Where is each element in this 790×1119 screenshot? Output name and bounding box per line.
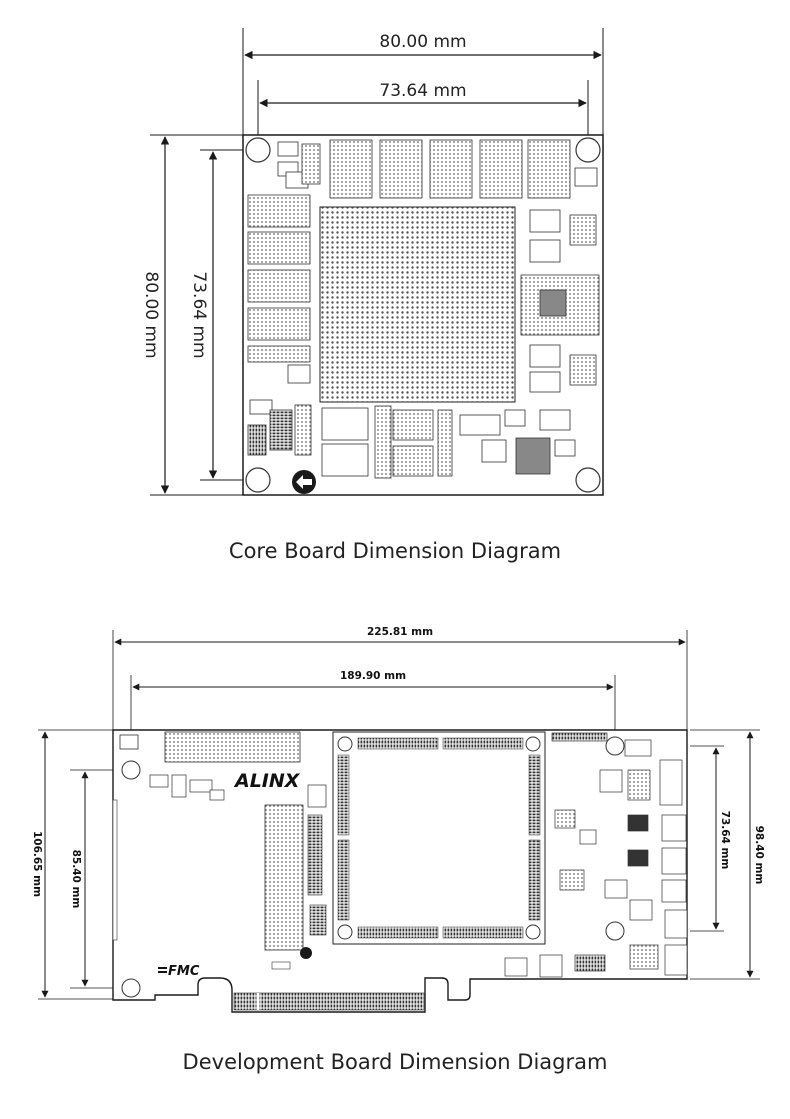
core-dim-height-outer: 80.00 mm (141, 271, 161, 359)
dev-core-socket (333, 732, 545, 944)
core-dim-height-inner: 73.64 mm (189, 271, 209, 359)
dev-mount-hole (122, 761, 140, 779)
dev-dim-width-outer: 225.81 mm (366, 626, 434, 638)
dev-mount-hole (122, 979, 140, 997)
dev-board-diagram (31, 626, 765, 1012)
dev-pcie-fingers (234, 993, 424, 1010)
core-board-caption: Core Board Dimension Diagram (228, 539, 562, 563)
dev-board-caption: Development Board Dimension Diagram (182, 1050, 608, 1074)
core-memory-chips (248, 195, 310, 362)
core-mount-hole (576, 138, 600, 162)
dev-dim-left-outer: 106.65 mm (31, 830, 43, 898)
core-board-diagram (141, 28, 603, 495)
core-fpga-bga (320, 207, 515, 402)
dev-dim-left-inner: 85.40 mm (70, 849, 82, 909)
dev-dim-right-outer: 98.40 mm (753, 825, 765, 885)
dev-fmc-logo: FMC (168, 964, 200, 979)
dev-dim-width-inner: 189.90 mm (339, 670, 407, 682)
dev-dim-right-inner: 73.64 mm (719, 810, 731, 870)
core-mount-hole (246, 138, 270, 162)
core-mount-hole (576, 468, 600, 492)
dev-mount-hole (606, 922, 624, 940)
core-dim-width-outer: 80.00 mm (379, 32, 467, 52)
dev-mount-hole (606, 737, 624, 755)
core-top-connectors (330, 140, 570, 198)
core-mount-hole (246, 468, 270, 492)
dev-fmc-connector-vertical (265, 805, 303, 950)
dev-arrow-badge-icon (300, 947, 312, 959)
dev-fmc-connector-top (165, 732, 300, 762)
dev-alinx-logo: ALINX (235, 770, 300, 792)
core-dim-width-inner: 73.64 mm (379, 81, 467, 101)
